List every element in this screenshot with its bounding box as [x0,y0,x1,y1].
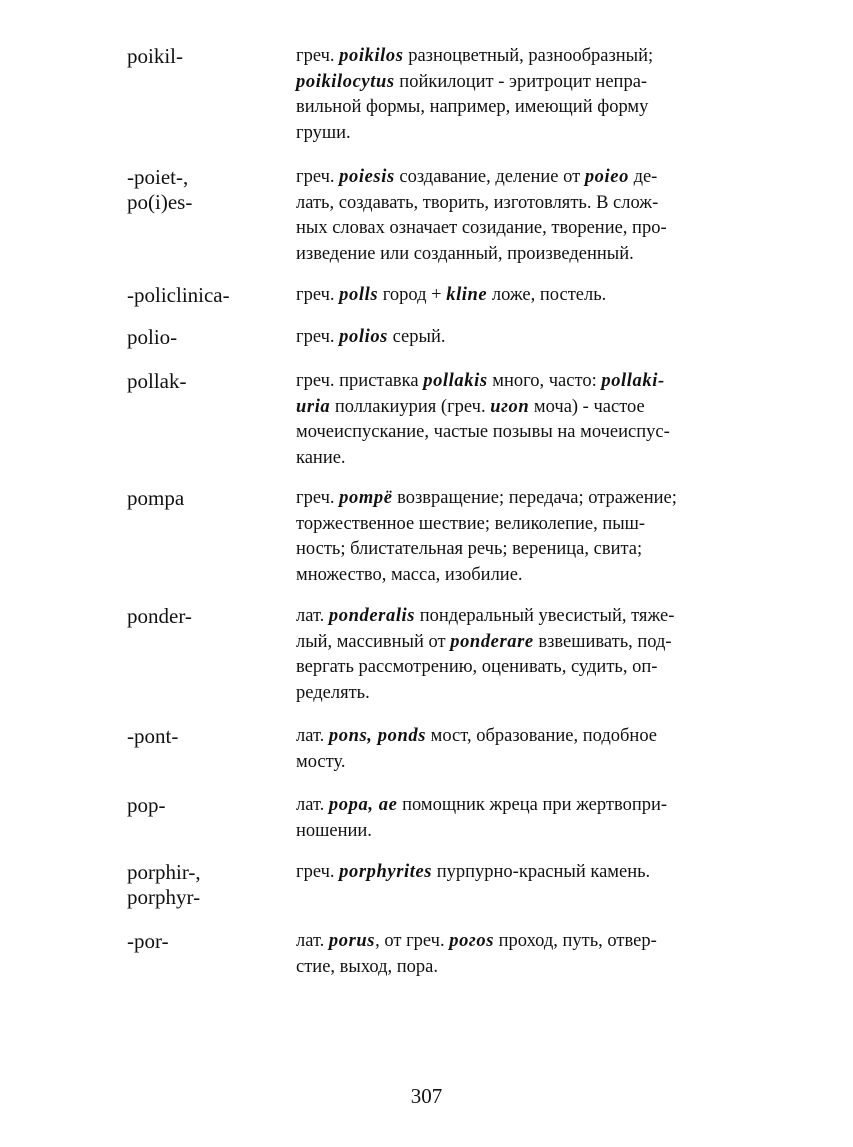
definition-line [296,446,736,472]
entry-term: polio- [127,325,178,349]
headword-term: uria [296,396,331,417]
definition-text: мосту. [296,751,346,772]
definition-text: мост, образование, подобное [426,726,658,746]
definition-text: создавание, деление от [394,167,585,187]
definition-text: пойкилоцит - эритроцит непра- [394,71,648,92]
entry-term: pollak- [127,369,187,393]
definition-text: лый, массивный от [296,631,451,652]
definition-text: греч. [296,327,340,347]
definition-line [296,283,736,309]
definition-text: греч. приставка [296,371,424,391]
headword-term: polios [339,327,388,347]
definition-text: греч. [296,167,340,187]
entry-definition [296,604,736,706]
definition-line [296,242,736,268]
entry-term: -policlinica- [127,283,230,307]
definition-text: вергать рассмотрению, оценивать, судить, оп- [296,657,658,677]
definition-text: греч. [296,285,340,305]
definition-line [296,604,736,630]
definition-line [296,512,736,538]
definition-text: пурпурно-красный камень. [432,862,651,882]
entry-definition [296,44,736,146]
headword-term: poikilos [339,46,404,66]
definition-line [296,165,736,191]
entry-term: -poiet-, po(i)es- [127,165,193,214]
definition-line [296,216,736,242]
definition-text: ложе, постель. [487,285,607,305]
definition-text: проход, путь, отвер- [494,931,657,951]
page-number: 307 [410,1084,443,1108]
definition-text: поллакиурия (греч. [330,396,491,417]
entry-term: pop- [127,793,166,817]
entry-term: -pont- [127,724,179,748]
entry-definition [296,369,736,471]
definition-text: стие, выход, пора. [296,956,438,977]
definition-text: ределять. [296,682,370,703]
definition-text: греч. [296,46,340,66]
definition-text: возвращение; передача; отражение; [392,488,677,508]
definition-line [296,537,736,563]
definition-line [296,325,736,351]
entry-definition [296,929,736,980]
definition-text: серый. [388,327,446,347]
definition-text: помощник жреца при жертвопри- [397,795,668,815]
definition-text: взвешивать, под- [533,631,672,652]
definition-line [296,420,736,446]
entry-definition [296,283,736,309]
definition-text: город + [378,285,447,305]
definition-line [296,563,736,589]
definition-line [296,681,736,707]
definition-text: греч. [296,862,340,882]
definition-line [296,191,736,217]
headword-term: porus [328,931,376,951]
headword-term: pollakis [423,371,488,391]
definition-line [296,750,736,776]
entry-definition [296,325,736,351]
headword-term: polls [339,285,379,305]
definition-text: кание. [296,447,346,468]
headword-term: pompё [339,488,393,508]
definition-line [296,95,736,121]
definition-line [296,819,736,845]
definition-line [296,395,736,421]
definition-line [296,793,736,819]
definition-text: лат. [296,726,329,746]
headword-term: poiesis [339,167,395,187]
headword-term: pollaki- [601,371,665,391]
headword-term: ponderare [450,631,534,652]
definition-line [296,929,736,955]
entry-definition [296,724,736,775]
definition-line [296,724,736,750]
headword-term: porphyrites [339,862,433,882]
definition-text: лат. [296,606,329,626]
definition-text: изведение или созданный, произведенный. [296,243,634,264]
definition-text: вильной формы, например, имеющий форму [296,97,649,117]
headword-term: popa, ae [328,795,398,815]
definition-line [296,44,736,70]
definition-text: лат. [296,931,329,951]
definition-text: де- [628,167,658,187]
entry-term: porphir-, porphyr- [127,860,201,909]
entry-definition [296,793,736,844]
definition-line [296,70,736,96]
definition-text: ность; блистательная речь; вереница, свита; [296,539,643,559]
entry-definition [296,860,736,886]
definition-text: греч. [296,488,340,508]
definition-text: ных словах означает созидание, творение, про- [296,218,667,238]
entry-term: pompa [127,486,185,510]
definition-text: груши. [296,122,351,143]
headword-term: pons, ponds [328,726,426,746]
definition-text: лать, создавать, творить, изготовлять. В слож- [296,192,659,213]
definition-text: разноцветный, разнообразный; [403,46,654,66]
definition-line [296,369,736,395]
definition-text: много, часто: [487,371,602,391]
definition-text: пондеральный увесистый, тяже- [415,606,675,626]
definition-text: множество, масса, изобилие. [296,564,523,585]
definition-text: торжественное шествие; великолепие, пыш- [296,513,646,534]
definition-line [296,630,736,656]
definition-text: мочеиспускание, частые позывы на мочеиспус- [296,422,670,442]
headword-term: игоп [490,396,530,417]
entry-term: -por- [127,929,169,953]
headword-term: poikilocytus [296,71,395,92]
headword-term: ponderalis [328,606,416,626]
headword-term: poieo [584,167,629,187]
definition-line [296,860,736,886]
headword-term: pогоs [449,931,495,951]
definition-line [296,486,736,512]
definition-text: ношении. [296,820,372,841]
headword-term: kline [446,285,488,305]
entry-term: ponder- [127,604,192,628]
entry-definition [296,486,736,588]
definition-line [296,121,736,147]
definition-text: моча) - частое [529,396,645,417]
definition-text: лат. [296,795,329,815]
entry-definition [296,165,736,267]
definition-text: , от греч. [375,931,450,951]
definition-line [296,655,736,681]
entry-term: poikil- [127,44,183,68]
definition-line [296,955,736,981]
